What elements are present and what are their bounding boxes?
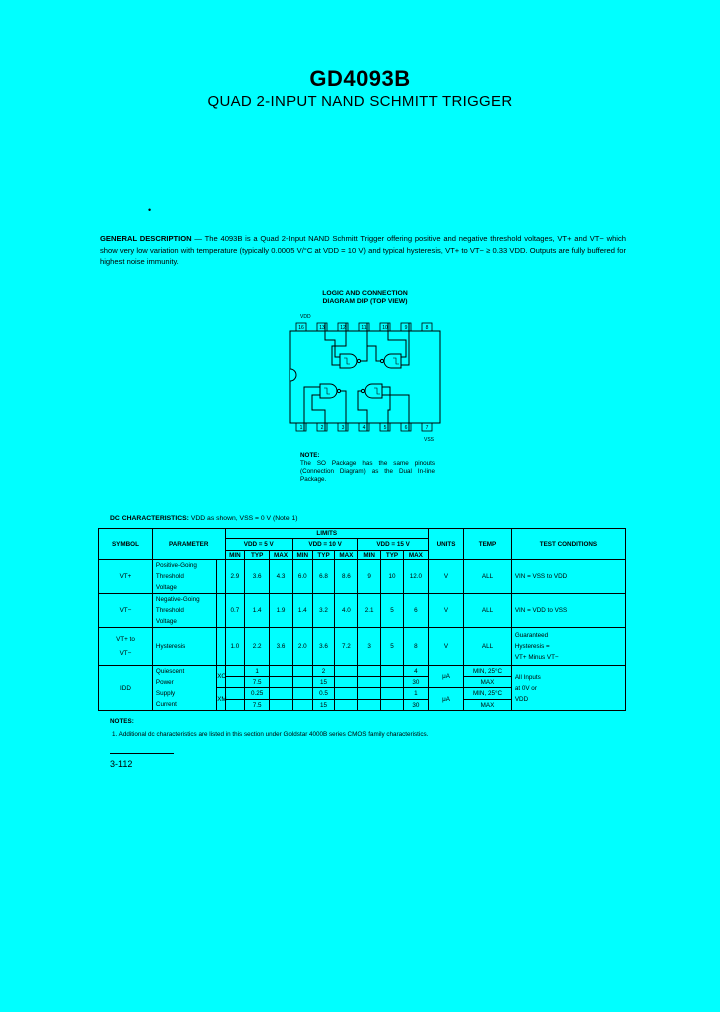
col-header-max: MAX bbox=[335, 551, 358, 560]
value-cell: 7.2 bbox=[335, 628, 358, 666]
value-cell: 4.3 bbox=[270, 560, 293, 594]
diagram-heading bbox=[300, 290, 430, 306]
test-line: at 0V or bbox=[514, 684, 537, 692]
nand-gate-2 bbox=[367, 323, 409, 368]
dc-characteristics-table bbox=[98, 528, 626, 711]
vss-label: VSS bbox=[424, 437, 435, 443]
blank-cell bbox=[217, 560, 225, 594]
page-number: 3-112 bbox=[110, 759, 133, 769]
diagram-heading-line1: LOGIC AND CONNECTION bbox=[322, 290, 408, 297]
value-cell: 0.5 bbox=[312, 688, 335, 700]
pin-number: 4 bbox=[362, 425, 366, 432]
value-cell: 6.8 bbox=[312, 560, 335, 594]
col-header-min: MIN bbox=[292, 551, 312, 560]
package-note bbox=[300, 452, 435, 484]
parameter-cell: Hysteresis bbox=[152, 628, 216, 666]
value-cell: 1.4 bbox=[245, 594, 270, 628]
value-cell: 3.6 bbox=[312, 628, 335, 666]
value-cell bbox=[381, 700, 404, 711]
temp-cell: MIN, 25°C bbox=[464, 666, 512, 677]
table-row-idd-xc-min bbox=[99, 666, 626, 677]
value-cell: 5 bbox=[381, 594, 404, 628]
value-cell: 4.0 bbox=[335, 594, 358, 628]
test-line: VDD bbox=[514, 695, 529, 703]
pin-number: 3 bbox=[341, 425, 345, 432]
test-cell bbox=[511, 628, 625, 666]
col-header-temp: TEMP bbox=[464, 529, 512, 560]
value-cell bbox=[358, 700, 381, 711]
value-cell: 3.6 bbox=[245, 560, 270, 594]
note-body: The SO Package has the same pinouts (Connection Diagram) as the Dual In-line Package. bbox=[300, 460, 435, 483]
pin-number: 6 bbox=[404, 425, 408, 432]
temp-cell: ALL bbox=[464, 560, 512, 594]
pin-number: 7 bbox=[425, 425, 429, 432]
temp-cell: ALL bbox=[464, 594, 512, 628]
symbol-cell: IDD bbox=[99, 666, 153, 711]
vdd-label: VDD bbox=[300, 314, 311, 320]
value-cell: 4 bbox=[403, 666, 428, 677]
value-cell: 30 bbox=[403, 700, 428, 711]
pin-number: 13 bbox=[319, 325, 325, 332]
value-cell bbox=[292, 688, 312, 700]
value-cell: 1 bbox=[245, 666, 270, 677]
dc-heading-label: DC CHARACTERISTICS: bbox=[110, 515, 189, 522]
units-cell: V bbox=[428, 560, 463, 594]
symbol-cell: VT+ bbox=[99, 560, 153, 594]
units-cell: μA bbox=[428, 666, 463, 688]
symbol-cell bbox=[99, 628, 153, 666]
value-cell: 1.0 bbox=[225, 628, 245, 666]
value-cell: 8 bbox=[403, 628, 428, 666]
value-cell bbox=[335, 677, 358, 688]
value-cell bbox=[270, 666, 293, 677]
col-header-units: UNITS bbox=[428, 529, 463, 560]
value-cell bbox=[225, 700, 245, 711]
footer-rule bbox=[110, 753, 174, 754]
value-cell: 1.4 bbox=[292, 594, 312, 628]
parameter-line: Supply bbox=[155, 690, 176, 697]
value-cell: 0.7 bbox=[225, 594, 245, 628]
value-cell: 15 bbox=[312, 700, 335, 711]
value-cell bbox=[225, 677, 245, 688]
parameter-line: Quiescent bbox=[155, 668, 185, 675]
pin-number: 12 bbox=[340, 325, 346, 332]
value-cell bbox=[292, 666, 312, 677]
symbol-line: VT+ to bbox=[116, 635, 135, 643]
parameter-line: Positive-Going bbox=[155, 562, 197, 569]
value-cell: 30 bbox=[403, 677, 428, 688]
connection-diagram bbox=[280, 310, 440, 445]
pin-number: 2 bbox=[320, 425, 324, 432]
test-cell: VIN = VDD to VSS bbox=[511, 594, 625, 628]
value-cell: 12.0 bbox=[403, 560, 428, 594]
table-row-hysteresis bbox=[99, 628, 626, 666]
parameter-line: Power bbox=[155, 679, 174, 686]
col-header-symbol: SYMBOL bbox=[99, 529, 153, 560]
col-header-typ: TYP bbox=[245, 551, 270, 560]
value-cell: 7.5 bbox=[245, 700, 270, 711]
value-cell bbox=[335, 688, 358, 700]
value-cell bbox=[335, 666, 358, 677]
parameter-cell bbox=[152, 560, 216, 594]
parameter-line: Voltage bbox=[155, 584, 177, 591]
value-cell: 2.9 bbox=[225, 560, 245, 594]
value-cell: 0.25 bbox=[245, 688, 270, 700]
general-description-lead: GENERAL DESCRIPTION bbox=[100, 234, 192, 243]
pin-number: 5 bbox=[383, 425, 387, 432]
value-cell: 2.0 bbox=[292, 628, 312, 666]
value-cell bbox=[358, 677, 381, 688]
value-cell: 6 bbox=[403, 594, 428, 628]
symbol-line: VT− bbox=[119, 649, 132, 657]
units-cell: V bbox=[428, 594, 463, 628]
value-cell: 3 bbox=[358, 628, 381, 666]
value-cell: 1.9 bbox=[270, 594, 293, 628]
pin-number: 1 bbox=[299, 425, 303, 432]
value-cell bbox=[335, 700, 358, 711]
diagram-heading-line2: DIAGRAM DIP (TOP VIEW) bbox=[322, 298, 408, 305]
parameter-line: Current bbox=[155, 701, 177, 708]
col-header-vdd15: VDD = 15 V bbox=[358, 539, 429, 551]
value-cell: 2.1 bbox=[358, 594, 381, 628]
table-row-vt-minus bbox=[99, 594, 626, 628]
parameter-line: Negative-Going bbox=[155, 596, 200, 603]
parameter-cell bbox=[152, 594, 216, 628]
temp-cell: MAX bbox=[464, 677, 512, 688]
general-description-text: — The 4093B is a Quad 2-Input NAND Schmitt Trigger offering positive and negative threshold voltages, VT+ and VT− which show very low variation with temperature (typically 0.0005 V/°C at VDD = 10 V) and typical hysteresis, VT+ to VT− ≥ 0.33 VDD. Outputs are fully buffered for highest noise immunity. bbox=[100, 234, 627, 266]
value-cell: 10 bbox=[381, 560, 404, 594]
pin-number: 16 bbox=[298, 325, 304, 332]
col-header-min: MIN bbox=[358, 551, 381, 560]
pin-number: 8 bbox=[425, 325, 429, 332]
col-header-max: MAX bbox=[270, 551, 293, 560]
note-title: NOTE: bbox=[300, 452, 320, 459]
pin-number: 10 bbox=[382, 325, 388, 332]
col-header-min: MIN bbox=[225, 551, 245, 560]
value-cell: 1 bbox=[403, 688, 428, 700]
value-cell: 7.5 bbox=[245, 677, 270, 688]
value-cell: 6.0 bbox=[292, 560, 312, 594]
test-cell bbox=[511, 666, 625, 711]
col-header-parameter: PARAMETER bbox=[152, 529, 225, 560]
parameter-line: Voltage bbox=[155, 618, 177, 625]
col-header-max: MAX bbox=[403, 551, 428, 560]
page-subtitle: QUAD 2-INPUT NAND SCHMITT TRIGGER bbox=[207, 93, 513, 110]
value-cell: 3.2 bbox=[312, 594, 335, 628]
col-header-typ: TYP bbox=[381, 551, 404, 560]
value-cell bbox=[358, 688, 381, 700]
pin-number: 11 bbox=[361, 325, 367, 332]
test-line: Hysteresis = bbox=[514, 643, 550, 650]
value-cell bbox=[292, 700, 312, 711]
parameter-line: Threshold bbox=[155, 607, 184, 614]
parameter-cell bbox=[152, 666, 216, 711]
test-line: VT+ Minus VT− bbox=[514, 654, 559, 661]
table-row-vt-plus bbox=[99, 560, 626, 594]
temp-cell: MIN, 25°C bbox=[464, 688, 512, 700]
value-cell bbox=[381, 666, 404, 677]
temp-cell: ALL bbox=[464, 628, 512, 666]
test-line: All Inputs bbox=[514, 673, 541, 681]
value-cell bbox=[225, 688, 245, 700]
symbol-cell: VT− bbox=[99, 594, 153, 628]
value-cell bbox=[381, 677, 404, 688]
value-cell bbox=[270, 700, 293, 711]
col-header-test-conditions: TEST CONDITIONS bbox=[511, 529, 625, 560]
parameter-line: Threshold bbox=[155, 573, 184, 580]
col-header-vdd10: VDD = 10 V bbox=[292, 539, 357, 551]
value-cell: 2.2 bbox=[245, 628, 270, 666]
grade-cell: XC bbox=[217, 666, 225, 688]
col-header-vdd5: VDD = 5 V bbox=[225, 539, 292, 551]
value-cell bbox=[270, 677, 293, 688]
value-cell: 8.6 bbox=[335, 560, 358, 594]
value-cell: 3.6 bbox=[270, 628, 293, 666]
value-cell: 2 bbox=[312, 666, 335, 677]
test-cell: VIN = VSS to VDD bbox=[511, 560, 625, 594]
value-cell: 5 bbox=[381, 628, 404, 666]
general-description bbox=[100, 233, 626, 268]
bullet-mark: • bbox=[148, 205, 152, 215]
bottom-pin-row bbox=[296, 423, 432, 431]
top-pin-row bbox=[296, 323, 432, 331]
footnote-1: 1. Additional dc characteristics are listed in this section under Goldstar 4000B series CMOS family characteristics. bbox=[112, 731, 429, 738]
col-header-limits: LIMITS bbox=[225, 529, 428, 539]
value-cell bbox=[358, 666, 381, 677]
dc-characteristics-heading bbox=[110, 515, 298, 522]
col-header-typ: TYP bbox=[312, 551, 335, 560]
units-cell: V bbox=[428, 628, 463, 666]
pin-number: 9 bbox=[404, 325, 408, 332]
test-line: Guaranteed bbox=[514, 632, 549, 639]
value-cell bbox=[225, 666, 245, 677]
package-notch bbox=[290, 369, 296, 381]
value-cell bbox=[381, 688, 404, 700]
blank-cell bbox=[217, 628, 225, 666]
value-cell: 9 bbox=[358, 560, 381, 594]
page-title: GD4093B bbox=[309, 66, 411, 91]
value-cell: 15 bbox=[312, 677, 335, 688]
value-cell bbox=[292, 677, 312, 688]
blank-cell bbox=[217, 594, 225, 628]
value-cell bbox=[270, 688, 293, 700]
temp-cell: MAX bbox=[464, 700, 512, 711]
notes-label: NOTES: bbox=[110, 718, 134, 725]
nand-gate-3 bbox=[304, 384, 346, 431]
units-cell: μA bbox=[428, 688, 463, 711]
dc-heading-conditions: VDD as shown, VSS = 0 V (Note 1) bbox=[190, 515, 298, 522]
grade-cell: XM bbox=[217, 688, 225, 711]
